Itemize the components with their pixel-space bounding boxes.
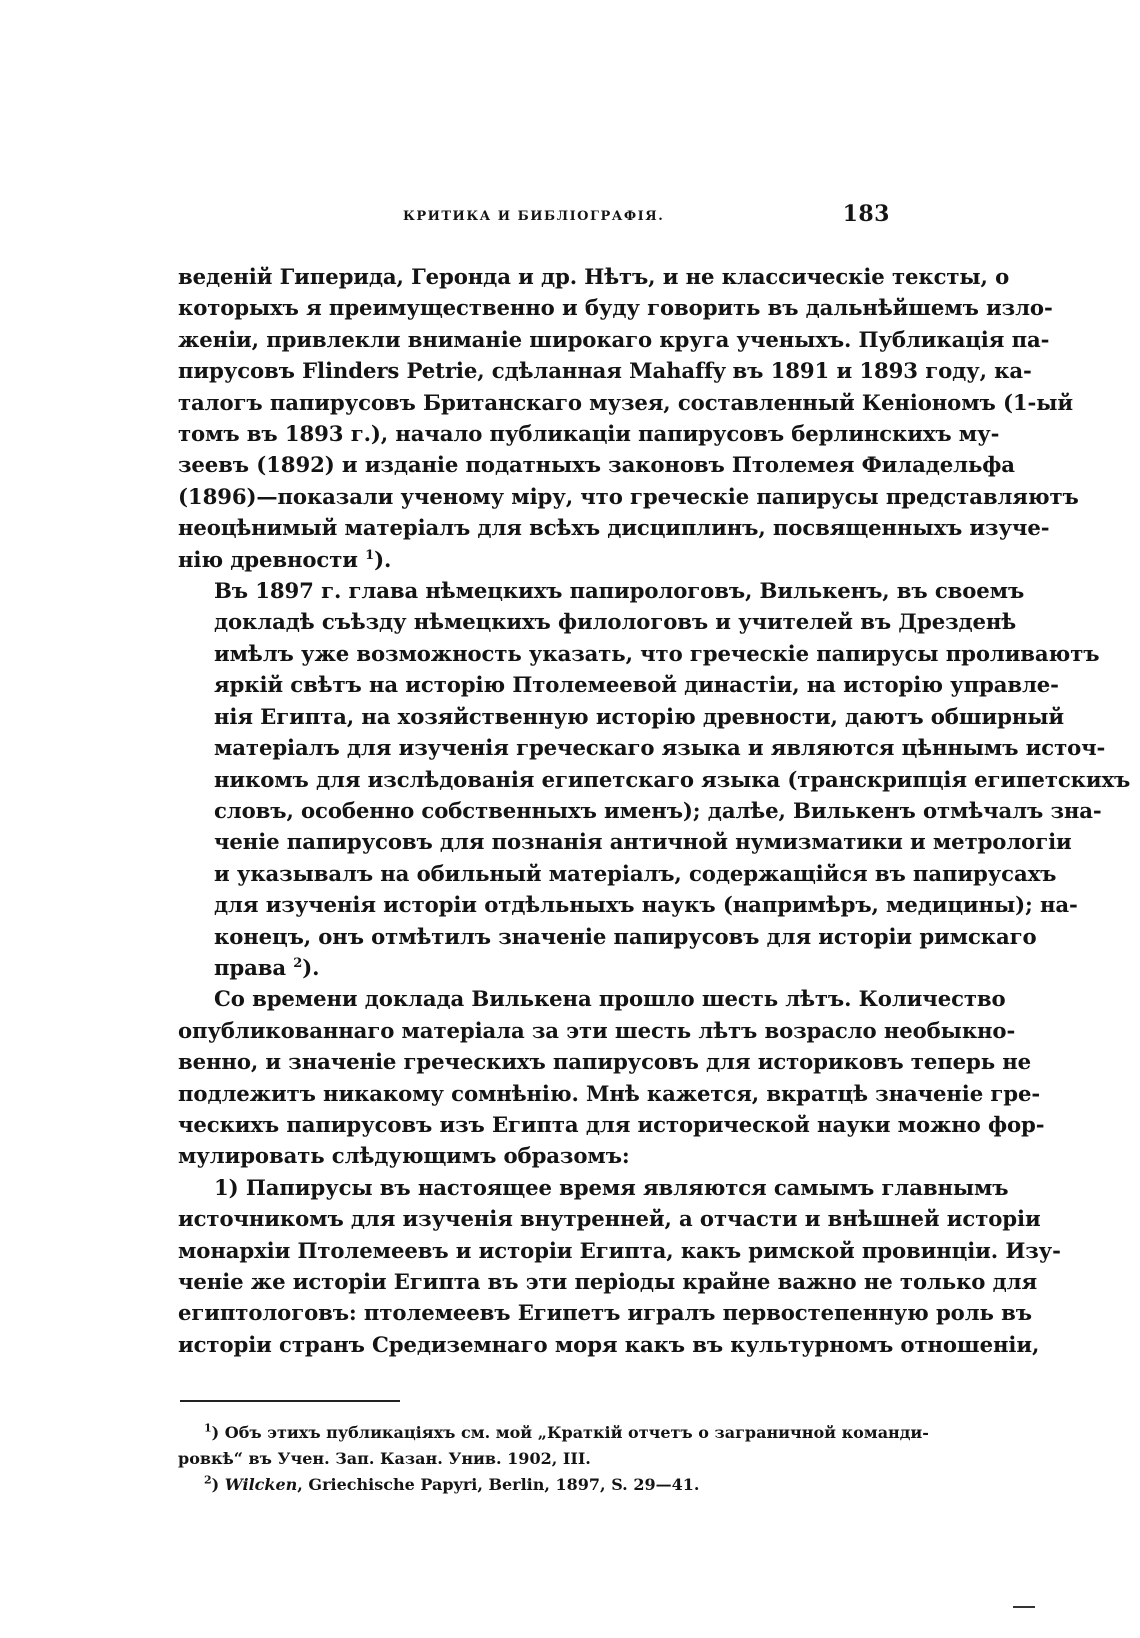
- paragraph-4: [178, 1172, 1061, 1360]
- paragraph-2: [178, 575, 1131, 983]
- text-line: опубликованнаго матеріала за эти шесть лѣтъ возрасло необыкно-: [178, 1017, 1016, 1043]
- text-line: матеріалъ для изученія греческаго языка и являются цѣннымъ источ-: [214, 735, 1106, 761]
- text-line: веденій Гиперида, Геронда и др. Нѣтъ, и не классическіе тексты, о: [178, 264, 1010, 289]
- paragraph-3: [178, 983, 1045, 1171]
- text-line: талогъ папирусовъ Британскаго музея, составленный Кеніономъ (1-ый: [178, 389, 1073, 415]
- text-line: яркій свѣтъ на исторію Птолемеевой династіи, на исторію управле-: [214, 672, 1059, 698]
- footnote-rule: [180, 1400, 400, 1402]
- text-line: которыхъ я преимущественно и буду говорить въ дальнѣйшемъ изло-: [178, 295, 1053, 321]
- footnotes: [178, 1420, 929, 1498]
- text-line: монархіи Птолемеевъ и исторіи Египта, какъ римской провинціи. Изу-: [178, 1237, 1061, 1263]
- text-line: ченіе же исторіи Египта въ эти періоды крайне важно не только для: [178, 1269, 1038, 1294]
- text-line: Со времени доклада Вилькена прошло шесть лѣтъ. Количество: [214, 986, 1006, 1012]
- text-line: [178, 544, 898, 575]
- text-line: неоцѣнимый матеріалъ для всѣхъ дисциплинъ, посвященныхъ изуче-: [178, 515, 1050, 541]
- footnote-ref: 2: [293, 955, 303, 971]
- text-line: исторіи странъ Средиземнаго моря какъ въ культурномъ отношеніи,: [178, 1331, 1040, 1357]
- text-line: конецъ, онъ отмѣтилъ значеніе папирусовъ для исторіи римскаго: [214, 923, 1037, 949]
- text-line: никомъ для изслѣдованія египетскаго языка (транскрипція египетскихъ: [214, 766, 1131, 792]
- text-line: женіи, привлекли вниманіе широкаго круга ученыхъ. Публикація па-: [178, 326, 1050, 352]
- text-line: для изученія исторіи отдѣльныхъ наукъ (напримѣръ, медицины); на-: [214, 892, 1078, 918]
- text-line: ческихъ папирусовъ изъ Египта для исторической науки можно фор-: [178, 1111, 1045, 1137]
- text-line: Въ 1897 г. глава нѣмецкихъ папирологовъ, Вилькенъ, въ своемъ: [214, 578, 1025, 604]
- footnote-mark: 2: [204, 1473, 212, 1487]
- footnote-line: [178, 1420, 929, 1446]
- page-number: 183: [842, 201, 890, 227]
- text-line: венно, и значеніе греческихъ папирусовъ для историковъ теперь не: [178, 1049, 1032, 1075]
- footnote-ref: 1: [365, 547, 375, 563]
- scan-mark: [1013, 1606, 1035, 1608]
- text-line: томъ въ 1893 г.), начало публикаціи папирусовъ берлинскихъ му-: [178, 421, 1000, 447]
- text-fragment: нію древности: [178, 546, 358, 572]
- text-line: (1896)—показали ученому міру, что греческіе папирусы представляютъ: [178, 483, 1079, 509]
- text-line: источникомъ для изученія внутренней, а отчасти и внѣшней исторіи: [178, 1206, 1041, 1232]
- text-fragment: ).: [302, 954, 320, 980]
- running-head: [178, 195, 898, 235]
- running-title: КРИТИКА И БИБЛІОГРАФІЯ.: [403, 209, 665, 224]
- text-line: 1) Папирусы въ настоящее время являются самымъ главнымъ: [214, 1174, 1009, 1200]
- body-text: [178, 261, 1131, 1360]
- footnote-mark: 1: [204, 1421, 212, 1435]
- text-line: и указывалъ на обильный матеріалъ, содержащійся въ папирусахъ: [214, 860, 1057, 886]
- text-fragment: ).: [374, 546, 392, 572]
- paragraph-1: [178, 261, 1079, 575]
- text-line: ченіе папирусовъ для познанія античной нумизматики и метрологіи: [214, 829, 1072, 855]
- footnote-1: [178, 1420, 929, 1472]
- footnote-2: [178, 1472, 898, 1498]
- text-line: зеевъ (1892) и изданіе податныхъ законовъ Птолемея Филадельфа: [178, 452, 1015, 478]
- text-fragment: ) Объ этихъ публикаціяхъ см. мой „Краткій отчетъ о заграничной команди-: [211, 1422, 929, 1442]
- text-line: докладѣ съѣзду нѣмецкихъ филологовъ и учителей въ Дрезденѣ: [214, 609, 1017, 635]
- page: [178, 195, 1131, 1498]
- text-fragment: , Griechische Papyri, Berlin, 1897, S. 29—41.: [297, 1474, 700, 1494]
- text-line: мулировать слѣдующимъ образомъ:: [178, 1143, 630, 1169]
- text-line: [178, 952, 898, 983]
- text-line: имѣлъ уже возможность указать, что греческіе папирусы проливаютъ: [214, 640, 1100, 666]
- footnote-line: ровкѣ“ въ Учен. Зап. Казан. Унив. 1902, III.: [178, 1448, 591, 1468]
- footnote-line: $^2$) Wilcken, Griechische Papyri, Berlin, 1897, S. 29—41.: [204, 1473, 700, 1494]
- text-line: нія Египта, на хозяйственную исторію древности, даютъ обширный: [214, 703, 1065, 729]
- text-line: словъ, особенно собственныхъ именъ); далѣе, Вилькенъ отмѣчалъ зна-: [214, 797, 1102, 823]
- footnote-author: Wilcken: [224, 1474, 298, 1494]
- text-fragment: права: [214, 954, 287, 980]
- text-line: подлежитъ никакому сомнѣнію. Мнѣ кажется, вкратцѣ значеніе гре-: [178, 1080, 1041, 1106]
- text-line: египтологовъ: птолемеевъ Египетъ игралъ первостепенную роль въ: [178, 1300, 1032, 1326]
- text-line: пирусовъ Flinders Petrie, сдѣланная Mahaffy въ 1891 и 1893 году, ка-: [178, 358, 1032, 384]
